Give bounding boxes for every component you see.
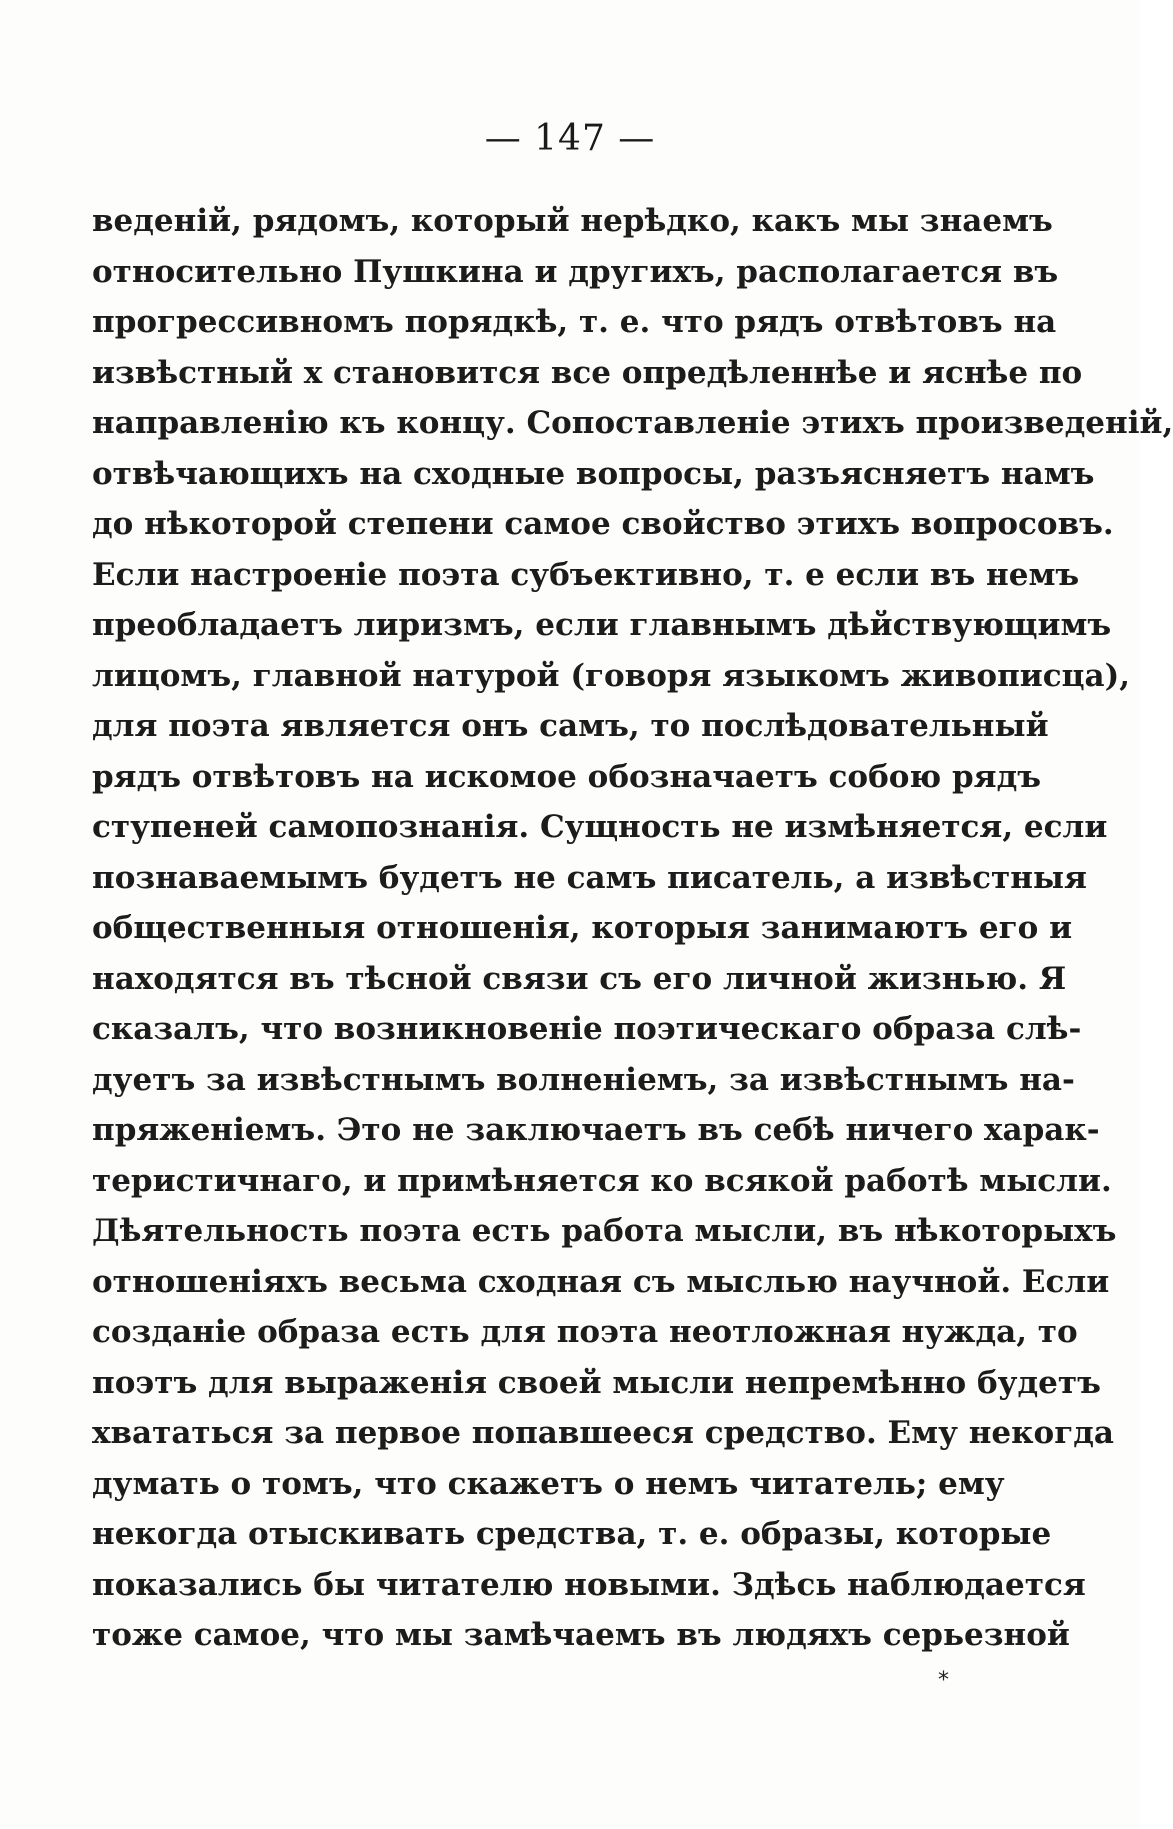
text-line: до нѣкоторой степени самое свойство этихъ вопросовъ. (92, 506, 1114, 542)
text-line: Если настроеніе поэта субъективно, т. е если въ немъ (92, 556, 1080, 593)
text-line: созданіе образа есть для поэта неотложная нужда, то (92, 1314, 1078, 1350)
text-line: тоже самое, что мы замѣчаемъ въ людяхъ серьезной (92, 1617, 1070, 1653)
text-line: направленію къ концу. Сопоставленіе этихъ произведеній, (92, 405, 1173, 441)
text-line: хвататься за первое попавшееся средство. Ему некогда (92, 1415, 1114, 1451)
text-line: познаваемымъ будетъ не самъ писатель, а извѣстныя (92, 859, 1087, 896)
text-line: для поэта является онъ самъ, то послѣдовательный (92, 708, 1049, 744)
text-line: некогда отыскивать средства, т. е. образы, которые (92, 1516, 1052, 1552)
text-line: прогрессивномъ порядкѣ, т. е. что рядъ отвѣтовъ на (92, 304, 1057, 340)
text-line: извѣстный x становится все опредѣленнѣе и яснѣе по (92, 354, 1083, 391)
text-line: сказалъ, что возникновеніе поэтическаго образа слѣ- (92, 1011, 1082, 1047)
text-line: показались бы читателю новыми. Здѣсь наблюдается (92, 1566, 1086, 1603)
text-line: думать о томъ, что скажетъ о немъ читатель; ему (92, 1465, 1005, 1502)
text-line: теристичнаго, и примѣняется ко всякой работѣ мысли. (92, 1162, 1112, 1199)
text-line: поэтъ для выраженія своей мысли непремѣнно будетъ (92, 1364, 1101, 1401)
text-line: общественныя отношенія, которыя занимаютъ его и (92, 910, 1073, 946)
text-line: дуетъ за извѣстнымъ волненіемъ, за извѣстнымъ на- (92, 1061, 1075, 1098)
text-line: относительно Пушкина и другихъ, располагается въ (92, 253, 1059, 290)
text-line: лицомъ, главной натурой (говоря языкомъ живописца), (92, 657, 1131, 694)
text-line: Дѣятельность поэта есть работа мысли, въ нѣкоторыхъ (92, 1213, 1117, 1249)
text-line: пряженіемъ. Это не заключаетъ въ себѣ ничего харак- (92, 1112, 1100, 1148)
text-line: рядъ отвѣтовъ на искомое обозначаетъ собою рядъ (92, 758, 1042, 795)
text-line: преобладаетъ лиризмъ, если главнымъ дѣйствующимъ (92, 607, 1112, 643)
text-line: находятся въ тѣсной связи съ его личной жизнью. Я (92, 960, 1067, 997)
page-number: — 147 — (484, 118, 656, 159)
text-line: веденій, рядомъ, который нерѣдко, какъ мы знаемъ (92, 203, 1053, 239)
body-text (92, 196, 1173, 1661)
text-line: ступеней самопознанія. Сущность не измѣняется, если (92, 809, 1108, 845)
asterisk-mark: * (938, 1668, 949, 1693)
text-line: отношеніяхъ весьма сходная съ мыслью научной. Если (92, 1263, 1110, 1300)
text-line: отвѣчающихъ на сходные вопросы, разъясняетъ намъ (92, 455, 1095, 492)
